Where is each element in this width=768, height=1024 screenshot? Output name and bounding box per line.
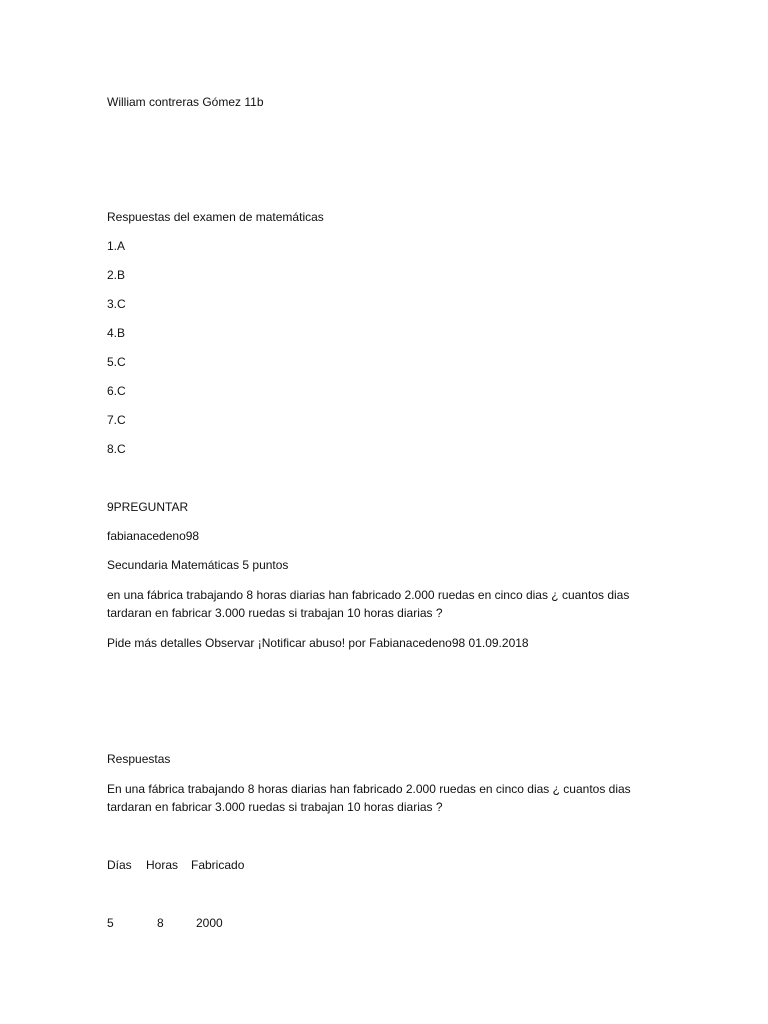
answer-item-3: 3.C	[107, 297, 126, 311]
cell-fabricado: 2000	[196, 916, 223, 930]
table-row	[107, 914, 223, 932]
answer-item-4: 4.B	[107, 326, 126, 340]
ask-label: 9PREGUNTAR	[107, 500, 189, 514]
responses-title: Respuestas	[107, 752, 171, 766]
question-text: en una fábrica trabajando 8 horas diarias han fabricado 2.000 ruedas en cinco dias ¿ cuantos dias tardaran en fabricar 3.000 ruedas si trabajan 10 horas diarias ?	[107, 588, 630, 620]
cell-horas: 8	[157, 916, 164, 930]
question-actions: Pide más detalles Observar ¡Notificar abuso! por Fabianacedeno98 01.09.2018	[107, 636, 529, 650]
response-question-text: En una fábrica trabajando 8 horas diarias han fabricado 2.000 ruedas en cinco dias ¿ cuantos dias tardaran en fabricar 3.000 ruedas si trabajan 10 horas diarias ?	[107, 782, 631, 814]
header-dias: Días	[107, 858, 132, 872]
answer-item-6: 6.C	[107, 384, 126, 398]
author-line: William contreras Gómez 11b	[107, 95, 264, 109]
answer-item-7: 7.C	[107, 413, 126, 427]
answer-item-5: 5.C	[107, 355, 126, 369]
table-header-row	[107, 856, 244, 874]
username: fabianacedeno98	[107, 529, 200, 543]
answer-item-2: 2.B	[107, 268, 126, 282]
answer-item-8: 8.C	[107, 442, 126, 456]
answer-item-1: 1.A	[107, 239, 126, 253]
header-fabricado: Fabricado	[191, 858, 245, 872]
cell-dias: 5	[107, 916, 114, 930]
answers-title: Respuestas del examen de matemáticas	[107, 210, 324, 224]
header-horas: Horas	[146, 858, 179, 872]
question-meta: Secundaria Matemáticas 5 puntos	[107, 558, 289, 572]
